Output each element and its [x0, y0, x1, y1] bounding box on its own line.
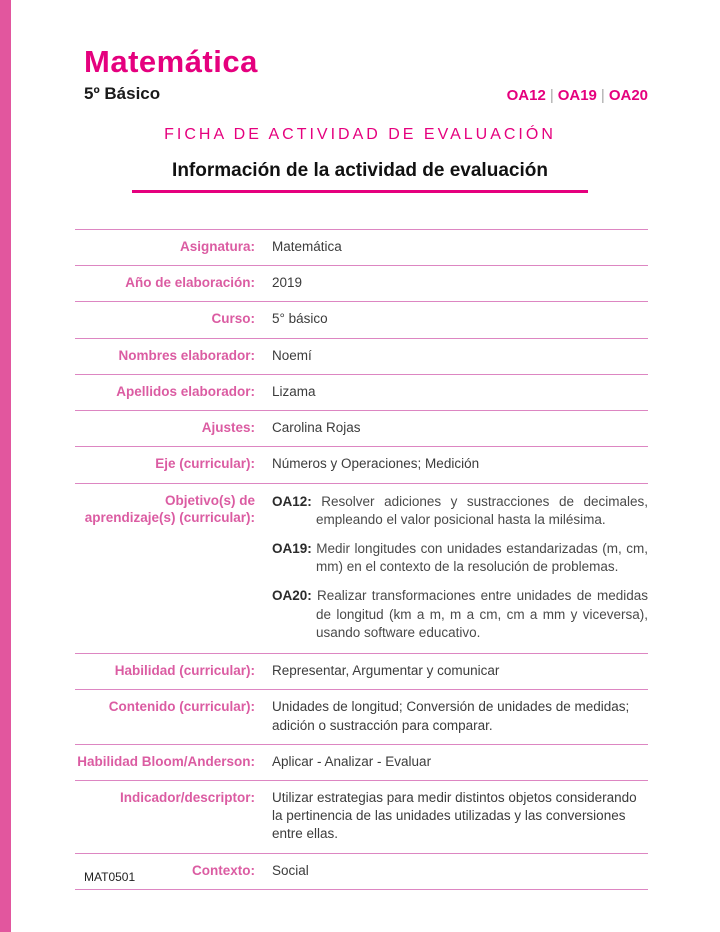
table-row [75, 265, 648, 301]
table-row [75, 410, 648, 446]
row-label: Ajustes: [201, 420, 255, 436]
info-table [75, 229, 648, 890]
row-label: Indicador/descriptor: [119, 789, 255, 805]
header [84, 44, 648, 104]
row-label: Contenido (curricular): [108, 699, 255, 715]
objective-text: Medir longitudes con unidades estandarizadas (m, cm, mm) en el contexto de la resolución de problemas. [316, 540, 649, 575]
row-value: Carolina Rojas [272, 420, 361, 436]
table-row [75, 483, 648, 654]
table-row [75, 374, 648, 410]
row-value: 2019 [272, 275, 303, 291]
table-row [75, 301, 648, 337]
row-value: Lizama [272, 383, 316, 399]
objective-item [272, 540, 648, 576]
row-value: Matemática [272, 239, 342, 254]
section-title: Información de la actividad de evaluación [172, 160, 548, 181]
oa-separator: | [600, 87, 605, 104]
row-value: Unidades de longitud; Conversión de unidades de medidas; adición o sustracción para comparar. [272, 699, 630, 733]
oa-tag: OA12 [506, 87, 546, 104]
objective-code: OA19: [272, 540, 317, 556]
row-value: Social [272, 862, 309, 878]
subject-title: Matemática [84, 44, 258, 79]
objective-code: OA20: [272, 588, 318, 604]
row-label: Objetivo(s) de aprendizaje(s) (curricular): [84, 492, 255, 526]
table-row [75, 744, 648, 780]
row-label: Habilidad (curricular): [114, 663, 255, 679]
row-label: Apellidos elaborador: [116, 383, 255, 399]
row-value: Números y Operaciones; Medición [272, 456, 480, 472]
table-row [75, 229, 648, 265]
row-value: Utilizar estrategias para medir distintos objetos considerando la pertinencia de las unidades utilizadas y las conversiones entre ellas. [272, 789, 637, 842]
row-label: Asignatura: [179, 239, 255, 254]
row-value: Representar, Argumentar y comunicar [272, 663, 500, 679]
objective-item [272, 587, 648, 642]
row-value: Aplicar - Analizar - Evaluar [272, 753, 432, 769]
row-value: 5° básico [272, 311, 328, 327]
ficha-title: FICHA DE ACTIVIDAD DE EVALUACIÓN [164, 126, 556, 143]
objective-code: OA12: [272, 493, 322, 509]
objective-text: Resolver adiciones y sustracciones de decimales, empleando el valor posicional hasta la milésima. [316, 493, 648, 527]
objective-text: Realizar transformaciones entre unidades de medidas de longitud (km a m, m a cm, cm a mm y viceversa), usando software educativo. [316, 588, 648, 640]
row-label: Habilidad Bloom/Anderson: [77, 753, 255, 769]
oa-tag: OA19 [557, 87, 597, 104]
objective-item [272, 493, 648, 529]
row-value: Noemí [272, 347, 312, 363]
row-value [255, 492, 648, 645]
table-row [75, 653, 648, 689]
section-underline [132, 190, 588, 193]
table-row [75, 853, 648, 889]
table-row [75, 780, 648, 853]
row-label: Contexto: [192, 862, 255, 878]
table-row [75, 689, 648, 743]
footer-document-code: MAT0501 [84, 870, 136, 884]
table-row [75, 338, 648, 374]
row-label: Curso: [211, 311, 255, 327]
oa-tags [507, 87, 648, 104]
row-label: Año de elaboración: [125, 275, 255, 291]
oa-tag: OA20 [608, 87, 648, 104]
oa-separator: | [549, 87, 554, 104]
row-label: Eje (curricular): [155, 456, 255, 472]
row-label: Nombres elaborador: [118, 347, 255, 363]
table-row [75, 446, 648, 482]
grade-label: 5º Básico [84, 84, 161, 103]
